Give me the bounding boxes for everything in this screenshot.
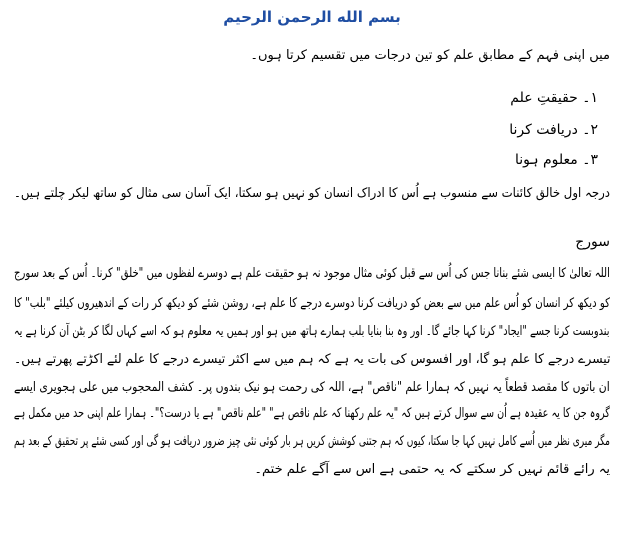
paragraph-3-line: ان باتوں کا مقصد قطعاً یہ نہیں کہ ہمارا علم "ناقص" ہے، اللہ کی رحمت ہو نیک بندوں پر۔ کشف المحجوب میں علی ہجویری ایسے bbox=[14, 380, 610, 395]
paragraph-3-line: یہ رائے قائم نہیں کر سکتے کہ یہ حتمی ہے اس سے آگے علم ختم۔ bbox=[254, 462, 610, 477]
paragraph-2-line: تیسرے درجے کا علم ہو گا، اور افسوس کی بات یہ ہے کہ ہم میں سے اکثر تیسرے درجے کا علم لئے اکڑتے پھرتے ہیں۔ bbox=[13, 352, 610, 367]
list-text: معلوم ہونا bbox=[514, 152, 578, 168]
list-item-2 bbox=[509, 120, 598, 140]
subheading-sun: سورج bbox=[575, 234, 610, 250]
list-item-1 bbox=[510, 88, 598, 108]
list-number: ۱۔ bbox=[582, 90, 598, 106]
list-text: دریافت کرنا bbox=[509, 122, 578, 138]
paragraph-3-line: گروہ جن کا یہ عقیدہ ہے اُن سے سوال کرتے ہیں کہ "یہ علم رکھنا کہ علم ناقص ہے" "علم ناقص" ہے یا درست؟"۔ ہمارا علم اپنی حد میں مکمل ہے bbox=[14, 406, 610, 421]
bismillah-heading: بسم الله الرحمن الرحیم bbox=[223, 8, 401, 26]
paragraph-2-line: کو دیکھ کر انسان کو اُس علم میں سے بعض کو دریافت کرنا دوسرے درجے کا علم ہے، روشن شئے کو دیکھ کر رات کے اندھیروں کیلئے "بلب" کا bbox=[14, 296, 610, 311]
paragraph-3-line: مگر میری نظر میں اُسے کامل نہیں کہا جا سکتا، کیوں کہ ہم جتنی کوشش کریں ہر بار کوئی نئی چیز ضرور دریافت ہو گی اور کسی شئے پر تحقیق کے بعد ہم bbox=[14, 434, 610, 449]
paragraph-2-line: اللہ تعالیٰ کا ایسی شئے بنانا جس کی اُس سے قبل کوئی مثال موجود نہ ہو حقیقت علم ہے دوسرے لفظوں میں "خلق" کرنا۔ اُس کے بعد سورج bbox=[14, 266, 610, 281]
paragraph-1: درجہ اول خالق کائنات سے منسوب ہے اُس کا ادراک انسان کو نہیں ہو سکتا، ایک آسان سی مثال کو ساتھ لیکر چلتے ہیں۔ bbox=[14, 186, 610, 201]
intro-line: میں اپنی فہم کے مطابق علم کو تین درجات میں تقسیم کرتا ہوں۔ bbox=[250, 48, 610, 63]
paragraph-2-line: بندوبست کرنا جسے "ایجاد" کرنا کہا جائے گا۔ اور وہ بنا بنایا بلب ہمارے ہاتھ میں ہو اور ہمیں یہ معلوم ہو کہ اسے کہاں لگا کر بٹن آن کرنا ہے یہ bbox=[14, 324, 610, 339]
list-item-3 bbox=[515, 150, 598, 170]
list-text: حقیقتِ علم bbox=[510, 90, 578, 106]
list-number: ۲۔ bbox=[582, 122, 598, 138]
list-number: ۳۔ bbox=[582, 152, 598, 168]
